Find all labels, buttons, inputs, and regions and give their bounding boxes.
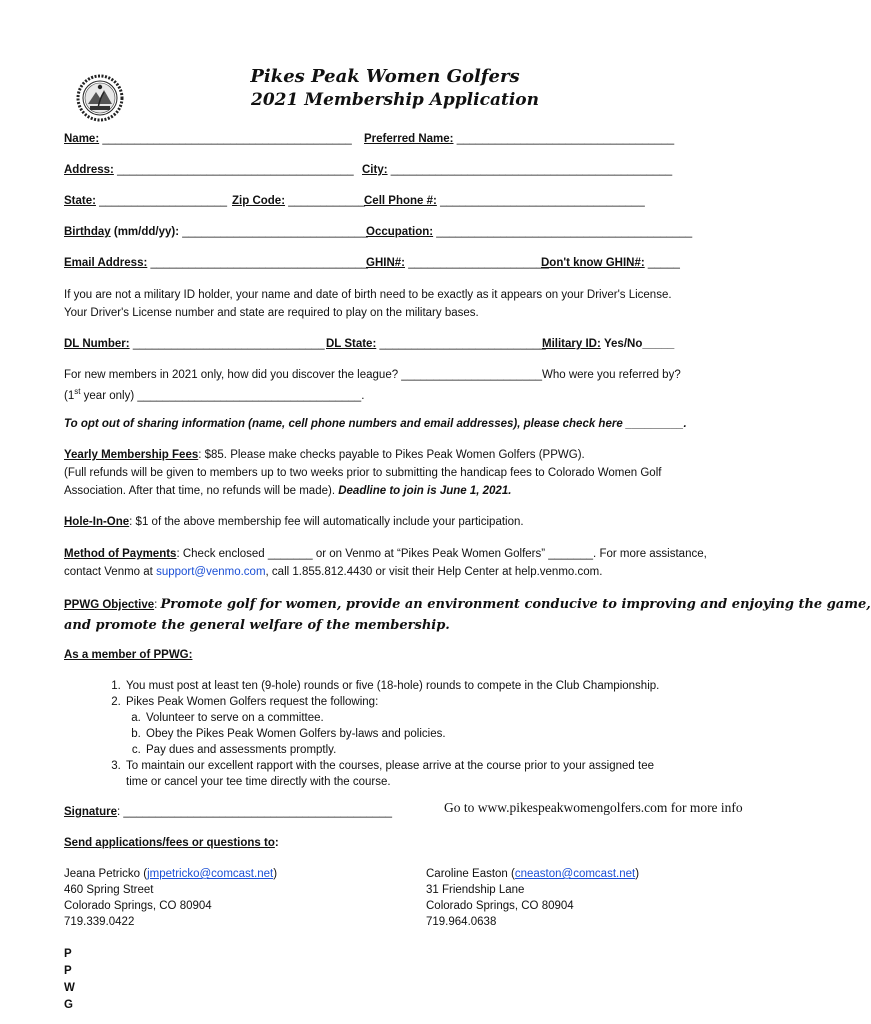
referral-row [64,387,364,402]
dl-state-field[interactable]: __________________________ [379,338,546,350]
military-id-row [542,338,674,350]
objective-text-1: Promote golf for women, provide an environment conducive to improving and enjoying the game, [160,597,871,612]
dl-state-row [326,338,546,350]
dont-know-ghin-row [541,257,680,269]
hole-in-one-text: : $1 of the above membership fee will automatically include your participation. [129,516,524,528]
contact-right-phone: 719.964.0638 [426,916,497,928]
contact-right-name: Caroline Easton ( [426,868,515,880]
send-heading: Send applications/fees or questions to [64,837,275,849]
contact-left-close: ) [273,868,278,880]
name-row [64,133,352,145]
signature-label: Signature [64,806,118,818]
zip-row [232,195,365,207]
send-heading-colon: : [274,837,279,849]
birthday-row [64,226,368,238]
contact-left-name-row [64,866,277,882]
dl-note-2: Your Driver's License number and state are required to play on the military bases. [64,307,479,319]
contact-left-name: Jeana Petricko ( [64,868,148,880]
occupation-row [366,226,692,238]
contact-right-email-link[interactable]: cneaston@comcast.net [514,868,636,880]
military-id-options[interactable]: Yes/No_____ [604,338,675,350]
list-item: 1. You must post at least ten (9-hole) rounds or five (18-hole) rounds to compete in the Club Championship. [124,678,659,694]
referral-field[interactable]: year only) ___________________________________. [80,389,365,402]
objective-text-2: and promote the general welfare of the membership. [64,618,450,633]
occupation-field[interactable]: ________________________________________ [436,226,693,238]
city-field[interactable]: ____________________________________________ [390,164,673,176]
city-row [362,164,672,176]
hole-in-one-row [64,516,524,528]
vertical-ppwg [64,946,75,1014]
zip-field[interactable]: ____________ [288,195,365,207]
opt-out-note[interactable]: To opt out of sharing information (name, cell phone numbers and email addresses), please check here _________. [64,418,687,430]
website-note: Go to www.pikespeakwomengolfers.com for more info [444,800,743,815]
ghin-row [366,257,549,269]
member-requirements-list [108,678,659,790]
contact-right-name-row [426,866,639,882]
fees-line-2: (Full refunds will be given to members up to two weeks prior to submitting the handicap fees to Colorado Women Golf [64,467,662,479]
email-field[interactable]: __________________________________ [150,257,368,269]
address-label: Address: [64,164,114,176]
fees-label: Yearly Membership Fees [64,449,199,461]
contact-right-city: Colorado Springs, CO 80904 [426,900,574,912]
send-heading-row [64,837,279,849]
fees-text: : $85. Please make checks payable to Pikes Peak Women Golfers (PPWG). [198,449,585,461]
objective-label: PPWG Objective [64,599,155,611]
page-title: Pikes Peak Women Golfers [250,66,520,87]
discover-question: For new members in 2021 only, how did you discover the league? ______________________Who were you referred by? [64,369,681,381]
fees-line-1 [64,449,585,461]
sub-list [126,710,659,758]
vertical-letter: P [64,948,72,960]
payment-line-1 [64,548,707,560]
list-item-text: Pikes Peak Women Golfers request the following: [126,696,379,708]
city-label: City: [362,164,388,176]
ghin-label: GHIN#: [366,257,405,269]
vertical-letter: G [64,999,73,1011]
email-row [64,257,368,269]
signature-field[interactable]: : __________________________________________ [117,806,393,818]
state-label: State: [64,195,96,207]
sub-list-item: c. Pay dues and assessments promptly. [144,742,659,758]
dont-know-ghin-label: Don't know GHIN#: [541,257,645,269]
birthday-format: (mm/dd/yy): [113,226,180,238]
fees-deadline: Deadline to join is June 1, 2021. [338,485,512,497]
state-field[interactable]: ____________________ [99,195,228,207]
preferred-name-row [364,133,674,145]
sub-list-item: b. Obey the Pikes Peak Women Golfers by-laws and policies. [144,726,659,742]
contact-right [426,866,639,930]
member-heading: As a member of PPWG: [64,649,193,661]
sub-list-item: a. Volunteer to serve on a committee. [144,710,659,726]
contact-left-email-link[interactable]: jmpetricko@comcast.net [147,868,274,880]
objective-line-1 [64,597,871,612]
page-subtitle: 2021 Membership Application [251,90,539,110]
dont-know-ghin-field[interactable]: _____ [647,257,680,269]
list-item: 3. To maintain our excellent rapport with the courses, please arrive at the course prior to your assigned tee time or cancel your tee time directly with the course. [124,758,656,790]
preferred-name-field[interactable]: __________________________________ [456,133,675,145]
list-item [124,694,659,758]
contact-left-phone: 719.339.0422 [64,916,135,928]
payment-contact-text: contact Venmo at [64,566,157,578]
contact-left [64,866,277,930]
email-label: Email Address: [64,257,148,269]
occupation-label: Occupation: [366,226,434,238]
vertical-letter: W [64,982,75,994]
address-field[interactable]: _____________________________________ [117,164,354,176]
contact-right-close: ) [635,868,640,880]
venmo-support-link[interactable]: support@venmo.com [156,566,266,578]
name-field[interactable]: _______________________________________ [102,133,352,145]
referral-prefix: (1 [64,389,75,402]
dl-number-row [64,338,325,350]
preferred-name-label: Preferred Name: [364,133,454,145]
birthday-field[interactable]: _____________________________ [182,226,368,238]
payment-line-2 [64,566,602,578]
address-row [64,164,354,176]
military-id-label: Military ID: [542,338,601,350]
vertical-letter: P [64,965,72,977]
contact-left-city: Colorado Springs, CO 80904 [64,900,212,912]
cell-label: Cell Phone #: [364,195,437,207]
contact-left-street: 460 Spring Street [64,884,154,896]
payment-text[interactable]: : Check enclosed _______ or on Venmo at “Pikes Peak Women Golfers” _______. For more assistance, [176,548,707,560]
payment-contact-rest: , call 1.855.812.4430 or visit their Help Center at help.venmo.com. [265,566,603,578]
cell-row [364,195,645,207]
signature-row [64,806,392,818]
referral-sup: st [74,387,81,396]
name-label: Name: [64,133,100,145]
fees-line-3 [64,485,511,497]
objective-colon: : [154,599,161,611]
fees-refund-text: Association. After that time, no refunds will be made). [64,485,339,497]
zip-label: Zip Code: [232,195,286,207]
dl-number-field[interactable]: ______________________________ [132,338,325,350]
ghin-field[interactable]: ______________________ [408,257,549,269]
dl-number-label: DL Number: [64,338,130,350]
dl-state-label: DL State: [326,338,377,350]
hole-in-one-label: Hole-In-One [64,516,130,528]
dl-note-1: If you are not a military ID holder, your name and date of birth need to be exactly as it appears on your Driver's License. [64,289,672,301]
birthday-label: Birthday [64,226,111,238]
state-row [64,195,227,207]
cell-field[interactable]: ________________________________ [440,195,645,207]
payment-label: Method of Payments [64,548,177,560]
contact-right-street: 31 Friendship Lane [426,884,525,896]
